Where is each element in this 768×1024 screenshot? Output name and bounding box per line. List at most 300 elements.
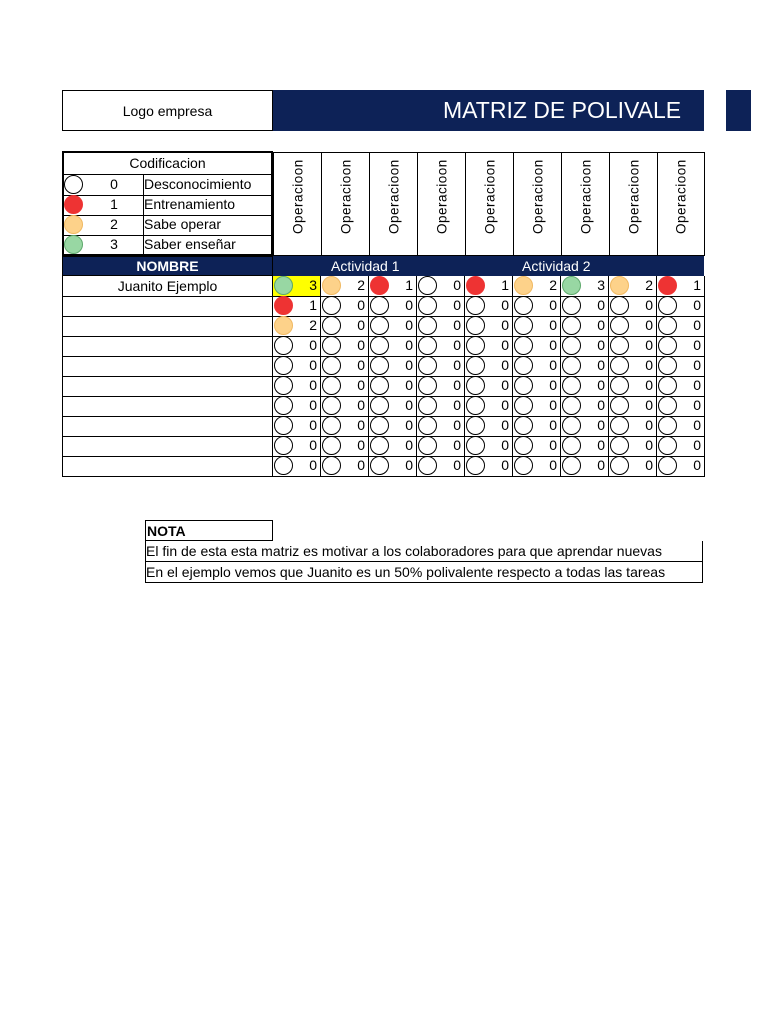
skill-cell[interactable]: [465, 456, 513, 477]
legend-label: Desconocimiento: [144, 176, 252, 192]
level-0-circle-icon: [64, 175, 83, 194]
skill-value: 0: [645, 317, 653, 333]
skill-value: 0: [405, 357, 413, 373]
operation-label: Operacioon: [578, 159, 593, 234]
skill-cell[interactable]: [657, 276, 705, 297]
operation-label: Operacioon: [338, 159, 353, 234]
skill-value: 0: [597, 377, 605, 393]
skill-value: 0: [549, 357, 557, 373]
skill-cell[interactable]: [417, 336, 465, 357]
skill-value: 0: [597, 297, 605, 313]
level-0-circle-icon: [322, 296, 341, 315]
skill-cell[interactable]: [273, 316, 321, 337]
skill-value: 0: [357, 457, 365, 473]
skill-value: 0: [357, 397, 365, 413]
employee-name-cell[interactable]: [62, 376, 273, 397]
level-0-circle-icon: [514, 436, 533, 455]
skill-cell[interactable]: [513, 276, 561, 297]
skill-cell[interactable]: [609, 296, 657, 317]
skill-cell[interactable]: [513, 296, 561, 317]
skill-value: 2: [357, 277, 365, 293]
employee-name-cell[interactable]: [62, 296, 273, 317]
skill-cell[interactable]: [465, 436, 513, 457]
operation-header: [513, 152, 561, 256]
operation-header: [321, 152, 369, 256]
skill-cell[interactable]: [609, 276, 657, 297]
skill-cell[interactable]: [369, 416, 417, 437]
level-0-circle-icon: [658, 336, 677, 355]
skill-value: 0: [597, 417, 605, 433]
skill-cell[interactable]: [465, 376, 513, 397]
level-0-circle-icon: [610, 396, 629, 415]
skill-value: 3: [309, 277, 317, 293]
title-banner: [273, 90, 751, 131]
employee-name-cell[interactable]: [62, 356, 273, 377]
skill-cell[interactable]: [417, 376, 465, 397]
employee-name-cell[interactable]: [62, 416, 273, 437]
skill-cell[interactable]: [321, 296, 369, 317]
level-0-circle-icon: [274, 416, 293, 435]
level-0-circle-icon: [514, 376, 533, 395]
skill-value: 0: [549, 337, 557, 353]
skill-value: 0: [357, 297, 365, 313]
level-0-circle-icon: [370, 396, 389, 415]
skill-cell[interactable]: [465, 416, 513, 437]
skill-value: 0: [357, 357, 365, 373]
skill-value: 0: [309, 337, 317, 353]
level-1-circle-icon: [466, 276, 485, 295]
skill-value: 0: [453, 337, 461, 353]
skill-value: 0: [453, 317, 461, 333]
skill-cell[interactable]: [369, 456, 417, 477]
skill-value: 0: [597, 397, 605, 413]
skill-value: 0: [309, 357, 317, 373]
level-2-circle-icon: [64, 215, 83, 234]
level-0-circle-icon: [610, 436, 629, 455]
level-0-circle-icon: [418, 436, 437, 455]
level-1-circle-icon: [658, 276, 677, 295]
skill-value: 0: [693, 377, 701, 393]
skill-value: 0: [693, 317, 701, 333]
skill-value: 2: [549, 277, 557, 293]
skill-cell[interactable]: [273, 456, 321, 477]
level-0-circle-icon: [322, 356, 341, 375]
level-0-circle-icon: [658, 436, 677, 455]
employee-name-cell[interactable]: [62, 456, 273, 477]
legend-label: Entrenamiento: [144, 196, 236, 212]
level-0-circle-icon: [466, 296, 485, 315]
legend-box: [62, 151, 273, 256]
skill-cell[interactable]: [417, 416, 465, 437]
skill-value: 0: [693, 337, 701, 353]
skill-value: 0: [453, 277, 461, 293]
skill-cell[interactable]: [369, 356, 417, 377]
skill-cell[interactable]: [513, 436, 561, 457]
skill-cell[interactable]: [513, 356, 561, 377]
skill-value: 1: [309, 297, 317, 313]
level-0-circle-icon: [562, 356, 581, 375]
skill-cell[interactable]: [561, 436, 609, 457]
level-0-circle-icon: [418, 456, 437, 475]
skill-cell[interactable]: [369, 376, 417, 397]
operation-header: [417, 152, 465, 256]
level-2-circle-icon: [274, 316, 293, 335]
skill-value: 2: [645, 277, 653, 293]
legend-row: [64, 195, 271, 216]
legend-value: 2: [110, 216, 118, 232]
skill-value: 0: [645, 337, 653, 353]
skill-cell[interactable]: [657, 396, 705, 417]
page-title: MATRIZ DE POLIVALE: [443, 97, 682, 123]
activity-header: Actividad 2: [522, 258, 591, 274]
level-0-circle-icon: [658, 416, 677, 435]
skill-cell[interactable]: [561, 456, 609, 477]
skill-value: 3: [597, 277, 605, 293]
operation-label: Operacioon: [290, 159, 305, 234]
skill-value: 0: [405, 317, 413, 333]
level-0-circle-icon: [610, 416, 629, 435]
level-0-circle-icon: [370, 356, 389, 375]
skill-cell[interactable]: [609, 376, 657, 397]
skill-cell[interactable]: [513, 336, 561, 357]
skill-cell[interactable]: [513, 376, 561, 397]
skill-value: 0: [549, 377, 557, 393]
operation-header: [369, 152, 417, 256]
level-0-circle-icon: [514, 396, 533, 415]
skill-value: 0: [453, 357, 461, 373]
level-0-circle-icon: [466, 396, 485, 415]
level-0-circle-icon: [370, 316, 389, 335]
skill-cell[interactable]: [273, 396, 321, 417]
skill-cell[interactable]: [657, 316, 705, 337]
skill-cell[interactable]: [609, 436, 657, 457]
level-0-circle-icon: [274, 376, 293, 395]
skill-value: 0: [405, 297, 413, 313]
skill-value: 0: [645, 437, 653, 453]
employee-name-cell[interactable]: [62, 316, 273, 337]
skill-value: 0: [357, 317, 365, 333]
skill-cell[interactable]: [417, 456, 465, 477]
legend-label: Saber enseñar: [144, 236, 236, 252]
level-0-circle-icon: [418, 336, 437, 355]
skill-value: 0: [453, 437, 461, 453]
level-0-circle-icon: [370, 456, 389, 475]
skill-cell[interactable]: [561, 376, 609, 397]
skill-value: 0: [693, 297, 701, 313]
skill-value: 0: [693, 397, 701, 413]
operation-label: Operacioon: [626, 159, 641, 234]
level-0-circle-icon: [418, 396, 437, 415]
skill-value: 0: [597, 317, 605, 333]
skill-value: 0: [549, 457, 557, 473]
legend-value: 0: [110, 176, 118, 192]
skill-cell[interactable]: [321, 416, 369, 437]
level-0-circle-icon: [610, 296, 629, 315]
skill-value: 0: [549, 437, 557, 453]
level-1-circle-icon: [274, 296, 293, 315]
skill-value: 0: [693, 417, 701, 433]
skill-cell[interactable]: [465, 356, 513, 377]
skill-cell[interactable]: [465, 396, 513, 417]
skill-cell[interactable]: [657, 456, 705, 477]
level-0-circle-icon: [466, 416, 485, 435]
level-0-circle-icon: [658, 356, 677, 375]
level-0-circle-icon: [514, 316, 533, 335]
operation-header: [273, 152, 321, 256]
legend-value: 3: [110, 236, 118, 252]
legend-row: [64, 175, 271, 196]
skill-cell[interactable]: [657, 376, 705, 397]
skill-cell[interactable]: [609, 336, 657, 357]
skill-value: 0: [501, 337, 509, 353]
operation-label: Operacioon: [482, 159, 497, 234]
skill-cell[interactable]: [273, 436, 321, 457]
level-0-circle-icon: [658, 296, 677, 315]
skill-value: 0: [309, 397, 317, 413]
skill-value: 1: [501, 277, 509, 293]
level-0-circle-icon: [466, 356, 485, 375]
skill-cell[interactable]: [609, 356, 657, 377]
level-0-circle-icon: [658, 316, 677, 335]
level-0-circle-icon: [322, 456, 341, 475]
skill-value: 0: [645, 357, 653, 373]
skill-cell[interactable]: [321, 436, 369, 457]
skill-cell[interactable]: [321, 376, 369, 397]
level-0-circle-icon: [562, 376, 581, 395]
level-0-circle-icon: [562, 416, 581, 435]
skill-value: 0: [549, 397, 557, 413]
skill-value: 0: [501, 437, 509, 453]
skill-value: 0: [405, 437, 413, 453]
skill-cell[interactable]: [369, 436, 417, 457]
skill-cell[interactable]: [513, 396, 561, 417]
skill-cell[interactable]: [465, 276, 513, 297]
level-0-circle-icon: [658, 376, 677, 395]
skill-value: 0: [549, 417, 557, 433]
skill-value: 0: [405, 397, 413, 413]
level-1-circle-icon: [370, 276, 389, 295]
skill-value: 0: [597, 337, 605, 353]
skill-value: 0: [357, 437, 365, 453]
level-2-circle-icon: [514, 276, 533, 295]
level-0-circle-icon: [322, 376, 341, 395]
skill-cell[interactable]: [369, 336, 417, 357]
skill-value: 0: [501, 457, 509, 473]
skill-cell[interactable]: [465, 336, 513, 357]
level-0-circle-icon: [418, 296, 437, 315]
operation-label: Operacioon: [386, 159, 401, 234]
level-0-circle-icon: [514, 356, 533, 375]
skill-cell[interactable]: [561, 296, 609, 317]
logo-text: Logo empresa: [122, 102, 213, 119]
level-1-circle-icon: [64, 195, 83, 214]
skill-cell[interactable]: [657, 356, 705, 377]
skill-cell[interactable]: [369, 276, 417, 297]
employee-name-cell[interactable]: [62, 396, 273, 417]
skill-cell[interactable]: [465, 296, 513, 317]
skill-cell[interactable]: [657, 296, 705, 317]
operation-header: [465, 152, 513, 256]
skill-value: 0: [501, 297, 509, 313]
skill-cell[interactable]: [417, 396, 465, 417]
skill-value: 0: [405, 377, 413, 393]
level-0-circle-icon: [322, 316, 341, 335]
legend-row: [64, 215, 271, 236]
skill-cell[interactable]: [369, 316, 417, 337]
skill-value: 0: [501, 357, 509, 373]
skill-value: 0: [453, 377, 461, 393]
skill-value: 0: [357, 377, 365, 393]
skill-cell[interactable]: [417, 276, 465, 297]
skill-cell[interactable]: [609, 396, 657, 417]
level-0-circle-icon: [322, 416, 341, 435]
level-0-circle-icon: [274, 456, 293, 475]
skill-cell[interactable]: [369, 396, 417, 417]
level-0-circle-icon: [466, 316, 485, 335]
skill-value: 0: [501, 397, 509, 413]
level-0-circle-icon: [562, 396, 581, 415]
skill-cell[interactable]: [417, 316, 465, 337]
skill-value: 0: [645, 457, 653, 473]
skill-cell[interactable]: [561, 356, 609, 377]
level-0-circle-icon: [370, 436, 389, 455]
skill-value: 0: [405, 337, 413, 353]
level-0-circle-icon: [370, 416, 389, 435]
skill-cell[interactable]: [561, 316, 609, 337]
employee-name-cell[interactable]: Juanito Ejemplo: [62, 276, 273, 297]
skill-value: 0: [501, 377, 509, 393]
skill-cell[interactable]: [465, 316, 513, 337]
skill-cell[interactable]: [513, 456, 561, 477]
nota-line: El fin de esta esta matriz es motivar a los colaboradores para que aprendar nuevas: [145, 541, 703, 562]
skill-value: 0: [453, 397, 461, 413]
skill-cell[interactable]: [561, 276, 609, 297]
level-0-circle-icon: [466, 376, 485, 395]
skill-cell[interactable]: [513, 316, 561, 337]
skill-cell[interactable]: [657, 436, 705, 457]
level-0-circle-icon: [370, 296, 389, 315]
level-0-circle-icon: [466, 436, 485, 455]
level-0-circle-icon: [514, 336, 533, 355]
logo-placeholder: [62, 90, 273, 131]
skill-value: 0: [309, 377, 317, 393]
skill-cell[interactable]: [321, 396, 369, 417]
skill-cell[interactable]: [273, 336, 321, 357]
skill-cell[interactable]: [609, 316, 657, 337]
level-0-circle-icon: [610, 376, 629, 395]
level-3-circle-icon: [64, 235, 83, 254]
skill-value: 0: [645, 377, 653, 393]
title-clip: [704, 90, 726, 131]
skill-cell[interactable]: [513, 416, 561, 437]
skill-cell[interactable]: [321, 276, 369, 297]
skill-value: 0: [645, 417, 653, 433]
skill-value: 0: [453, 297, 461, 313]
skill-cell[interactable]: [561, 416, 609, 437]
level-2-circle-icon: [322, 276, 341, 295]
level-0-circle-icon: [418, 356, 437, 375]
skill-value: 0: [405, 457, 413, 473]
skill-cell[interactable]: [321, 316, 369, 337]
skill-cell[interactable]: [273, 416, 321, 437]
skill-value: 1: [693, 277, 701, 293]
skill-value: 0: [645, 397, 653, 413]
level-0-circle-icon: [610, 316, 629, 335]
skill-cell[interactable]: [609, 456, 657, 477]
skill-cell[interactable]: [561, 336, 609, 357]
skill-value: 0: [693, 357, 701, 373]
legend-row: [64, 235, 271, 255]
employee-name-cell[interactable]: [62, 436, 273, 457]
level-0-circle-icon: [562, 296, 581, 315]
level-0-circle-icon: [370, 376, 389, 395]
activity-header: Actividad 1: [331, 258, 400, 274]
level-0-circle-icon: [322, 396, 341, 415]
skill-value: 0: [693, 437, 701, 453]
skill-value: 0: [501, 417, 509, 433]
level-0-circle-icon: [658, 456, 677, 475]
level-0-circle-icon: [562, 336, 581, 355]
level-0-circle-icon: [610, 336, 629, 355]
skill-value: 0: [453, 457, 461, 473]
skill-value: 0: [597, 437, 605, 453]
nota-title: NOTA: [145, 520, 273, 541]
skill-cell[interactable]: [417, 436, 465, 457]
level-0-circle-icon: [562, 456, 581, 475]
employee-name-cell[interactable]: [62, 336, 273, 357]
skill-cell[interactable]: [321, 456, 369, 477]
level-3-circle-icon: [562, 276, 581, 295]
level-0-circle-icon: [370, 336, 389, 355]
section-header-bar: [62, 256, 751, 276]
skill-cell[interactable]: [273, 296, 321, 317]
skill-value: 0: [549, 317, 557, 333]
level-0-circle-icon: [610, 456, 629, 475]
level-0-circle-icon: [418, 376, 437, 395]
legend-value: 1: [110, 196, 118, 212]
skill-cell[interactable]: [369, 296, 417, 317]
skill-cell[interactable]: [417, 296, 465, 317]
skill-value: 0: [549, 297, 557, 313]
level-0-circle-icon: [274, 356, 293, 375]
level-0-circle-icon: [418, 316, 437, 335]
level-0-circle-icon: [274, 396, 293, 415]
level-0-circle-icon: [418, 276, 437, 295]
skill-cell[interactable]: [273, 376, 321, 397]
operation-label: Operacioon: [434, 159, 449, 234]
skill-value: 0: [309, 417, 317, 433]
skill-cell[interactable]: [273, 276, 321, 297]
skill-cell[interactable]: [321, 356, 369, 377]
level-3-circle-icon: [274, 276, 293, 295]
skill-value: 0: [645, 297, 653, 313]
skill-cell[interactable]: [609, 416, 657, 437]
legend-label: Sabe operar: [144, 216, 222, 232]
skill-cell[interactable]: [321, 336, 369, 357]
skill-cell[interactable]: [657, 336, 705, 357]
level-0-circle-icon: [658, 396, 677, 415]
skill-value: 0: [597, 457, 605, 473]
skill-value: 2: [309, 317, 317, 333]
level-0-circle-icon: [274, 336, 293, 355]
skill-cell[interactable]: [657, 416, 705, 437]
skill-cell[interactable]: [561, 396, 609, 417]
legend-title: Codificacion: [64, 153, 271, 175]
nota-line: En el ejemplo vemos que Juanito es un 50% polivalente respecto a todas las tareas: [145, 562, 703, 583]
skill-cell[interactable]: [417, 356, 465, 377]
skill-value: 1: [405, 277, 413, 293]
skill-cell[interactable]: [273, 356, 321, 377]
